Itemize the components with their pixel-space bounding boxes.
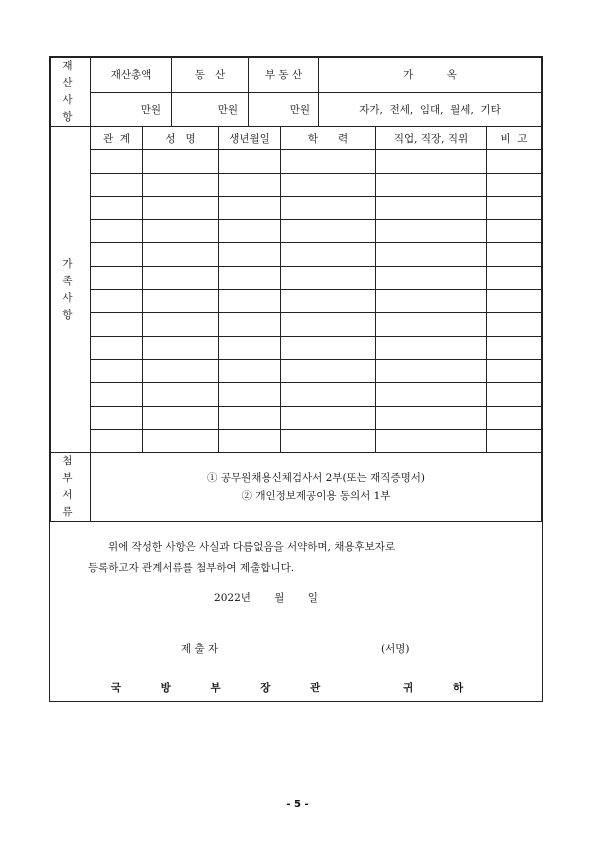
cell-remarks[interactable]: [487, 406, 542, 429]
cell-name[interactable]: [143, 196, 219, 219]
cell-name[interactable]: [143, 406, 219, 429]
cell-name[interactable]: [143, 290, 219, 313]
real-estate-header: 부 동 산: [249, 58, 319, 93]
table-row: [51, 150, 542, 173]
total-assets-header: 재산총액: [91, 58, 172, 93]
cell-education[interactable]: [281, 406, 376, 429]
cell-birthdate[interactable]: [219, 406, 281, 429]
cell-education[interactable]: [281, 313, 376, 336]
header-remarks: 비 고: [487, 127, 542, 150]
attachments-table: [50, 452, 542, 522]
cell-occupation[interactable]: [376, 173, 487, 196]
cell-name[interactable]: [143, 173, 219, 196]
real-estate-value[interactable]: 만원: [249, 92, 319, 127]
cell-occupation[interactable]: [376, 406, 487, 429]
house-type-options[interactable]: 자가, 전세, 임대, 월세, 기타: [319, 92, 542, 127]
cell-education[interactable]: [281, 336, 376, 359]
attachments-section-label: 첨 부 서 류: [51, 453, 91, 522]
application-form: [49, 56, 543, 702]
cell-remarks[interactable]: [487, 313, 542, 336]
page-number: - 5 -: [286, 799, 309, 810]
table-row: [51, 313, 542, 336]
movable-assets-header: 동 산: [172, 58, 249, 93]
recipient-title: 국 방 부 장 관 귀 하: [110, 682, 482, 695]
cell-occupation[interactable]: [376, 383, 487, 406]
submitter-label: 제 출 자: [181, 643, 219, 656]
family-section-label: 가 족 사 항: [51, 127, 91, 453]
declaration-line: 위에 작성한 사항은 사실과 다름없음을 서약하며, 채용후보자로: [108, 541, 396, 554]
table-row: [51, 336, 542, 359]
cell-relation[interactable]: [91, 173, 143, 196]
cell-name[interactable]: [143, 359, 219, 382]
cell-occupation[interactable]: [376, 243, 487, 266]
cell-occupation[interactable]: [376, 359, 487, 382]
cell-remarks[interactable]: [487, 336, 542, 359]
cell-birthdate[interactable]: [219, 290, 281, 313]
cell-name[interactable]: [143, 243, 219, 266]
table-row: [51, 429, 542, 452]
cell-education[interactable]: [281, 383, 376, 406]
header-occupation: 직업, 직장, 직위: [376, 127, 487, 150]
cell-relation[interactable]: [91, 406, 143, 429]
cell-relation[interactable]: [91, 220, 143, 243]
cell-birthdate[interactable]: [219, 313, 281, 336]
cell-remarks[interactable]: [487, 220, 542, 243]
cell-occupation[interactable]: [376, 313, 487, 336]
cell-birthdate[interactable]: [219, 429, 281, 452]
cell-education[interactable]: [281, 243, 376, 266]
table-row: [51, 173, 542, 196]
declaration-section: [50, 522, 542, 723]
table-row: [51, 266, 542, 289]
cell-occupation[interactable]: [376, 290, 487, 313]
cell-occupation[interactable]: [376, 336, 487, 359]
header-education: 학 력: [281, 127, 376, 150]
cell-relation[interactable]: [91, 243, 143, 266]
cell-relation[interactable]: [91, 359, 143, 382]
cell-relation[interactable]: [91, 313, 143, 336]
cell-education[interactable]: [281, 173, 376, 196]
table-row: [51, 243, 542, 266]
cell-remarks[interactable]: [487, 290, 542, 313]
cell-occupation[interactable]: [376, 429, 487, 452]
cell-remarks[interactable]: [487, 173, 542, 196]
cell-occupation[interactable]: [376, 266, 487, 289]
table-row: [51, 359, 542, 382]
cell-birthdate[interactable]: [219, 383, 281, 406]
cell-birthdate[interactable]: [219, 359, 281, 382]
cell-education[interactable]: [281, 359, 376, 382]
cell-name[interactable]: [143, 336, 219, 359]
cell-remarks[interactable]: [487, 359, 542, 382]
declaration-line: 등록하고자 관계서류를 첨부하여 제출합니다.: [88, 562, 295, 575]
cell-relation[interactable]: [91, 150, 143, 173]
attachment-item: ① 공무원채용신체검사서 2부(또는 재직증명서): [207, 472, 425, 485]
cell-name[interactable]: [143, 313, 219, 336]
property-table: [50, 57, 542, 127]
cell-relation[interactable]: [91, 383, 143, 406]
total-assets-value[interactable]: 만원: [91, 92, 172, 127]
header-name: 성 명: [143, 127, 219, 150]
attachments-list: [91, 453, 542, 522]
submission-date[interactable]: 2022년 월 일: [214, 592, 318, 605]
header-relation: 관 계: [91, 127, 143, 150]
cell-relation[interactable]: [91, 290, 143, 313]
cell-birthdate[interactable]: [219, 266, 281, 289]
cell-education[interactable]: [281, 266, 376, 289]
cell-name[interactable]: [143, 150, 219, 173]
cell-remarks[interactable]: [487, 243, 542, 266]
table-row: [51, 383, 542, 406]
header-birthdate: 생년월일: [219, 127, 281, 150]
cell-name[interactable]: [143, 383, 219, 406]
cell-relation[interactable]: [91, 336, 143, 359]
cell-remarks[interactable]: [487, 150, 542, 173]
table-row: [51, 290, 542, 313]
family-table: [50, 126, 542, 453]
cell-remarks[interactable]: [487, 266, 542, 289]
table-row: [51, 406, 542, 429]
cell-remarks[interactable]: [487, 429, 542, 452]
cell-education[interactable]: [281, 150, 376, 173]
cell-relation[interactable]: [91, 429, 143, 452]
cell-remarks[interactable]: [487, 383, 542, 406]
cell-occupation[interactable]: [376, 150, 487, 173]
cell-education[interactable]: [281, 196, 376, 219]
house-header: 가 옥: [319, 58, 542, 93]
table-row: [51, 196, 542, 219]
cell-occupation[interactable]: [376, 196, 487, 219]
table-row: [51, 220, 542, 243]
cell-birthdate[interactable]: [219, 243, 281, 266]
cell-birthdate[interactable]: [219, 336, 281, 359]
cell-education[interactable]: [281, 429, 376, 452]
property-section-label: 재 산 사 항: [51, 58, 91, 127]
cell-birthdate[interactable]: [219, 196, 281, 219]
cell-birthdate[interactable]: [219, 220, 281, 243]
cell-remarks[interactable]: [487, 196, 542, 219]
movable-assets-value[interactable]: 만원: [172, 92, 249, 127]
cell-education[interactable]: [281, 220, 376, 243]
cell-relation[interactable]: [91, 196, 143, 219]
cell-relation[interactable]: [91, 266, 143, 289]
attachment-item: ② 개인정보제공이용 동의서 1부: [241, 490, 391, 503]
cell-name[interactable]: [143, 429, 219, 452]
cell-education[interactable]: [281, 290, 376, 313]
cell-name[interactable]: [143, 266, 219, 289]
signature-field[interactable]: (서명): [381, 643, 410, 656]
cell-occupation[interactable]: [376, 220, 487, 243]
cell-name[interactable]: [143, 220, 219, 243]
cell-birthdate[interactable]: [219, 173, 281, 196]
cell-birthdate[interactable]: [219, 150, 281, 173]
